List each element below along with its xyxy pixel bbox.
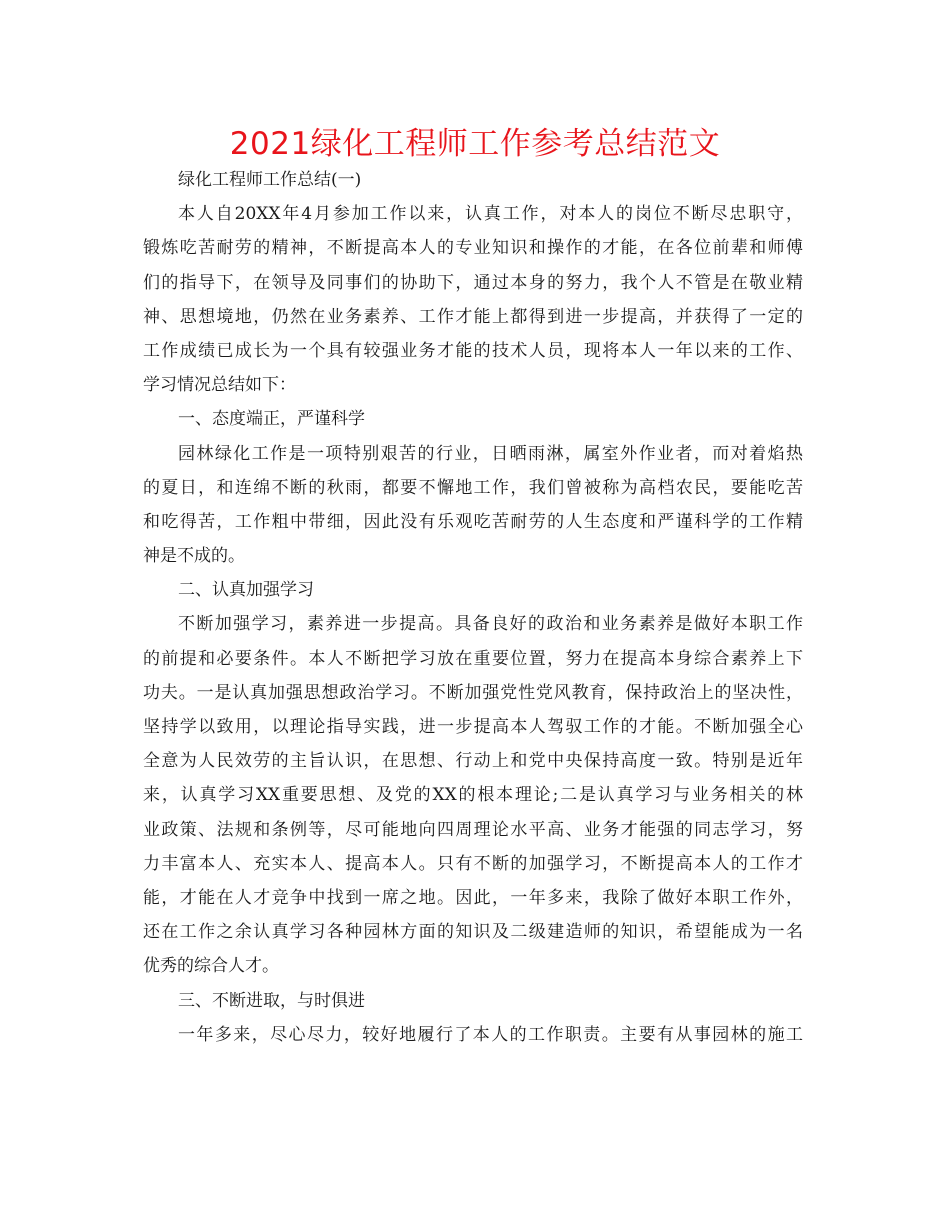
text-line: 功夫。一是认真加强思想政治学习。不断加强党性党风教育，保持政治上的坚决性， [143, 682, 803, 703]
text-line: 业政策、法规和条例等，尽可能地向四周理论水平高、业务才能强的同志学习，努 [143, 819, 803, 840]
text-line: 学习情况总结如下： [143, 375, 296, 396]
text-line: 一、态度端正，严谨科学 [178, 409, 365, 430]
text-line: 工作成绩已成长为一个具有较强业务才能的技术人员，现将本人一年以来的工作、 [143, 340, 803, 361]
text-line: 们的指导下，在领导及同事们的协助下，通过本身的努力，我个人不管是在敬业精 [143, 272, 803, 293]
text-line: 力丰富本人、充实本人、提高本人。只有不断的加强学习，不断提高本人的工作才 [143, 853, 803, 874]
text-line: 全意为人民效劳的主旨认识，在思想、行动上和党中央保持高度一致。特别是近年 [143, 751, 803, 772]
text-line: 的夏日，和连绵不断的秋雨，都要不懈地工作，我们曾被称为高档农民，要能吃苦 [143, 477, 803, 498]
text-line: 锻炼吃苦耐劳的精神，不断提高本人的专业知识和操作的才能，在各位前辈和师傅 [143, 238, 803, 259]
text-line: 园林绿化工作是一项特别艰苦的行业，日晒雨淋，属室外作业者，而对着焰热 [178, 443, 803, 464]
document-body [143, 163, 803, 1052]
text-line: 的前提和必要条件。本人不断把学习放在重要位置，努力在提高本身综合素养上下 [143, 648, 803, 669]
text-line: 一年多来，尽心尽力，较好地履行了本人的工作职责。主要有从事园林的施工 [178, 1024, 803, 1045]
text-line: 来，认真学习XX重要思想、及党的XX的根本理论;二是认真学习与业务相关的林 [143, 785, 803, 806]
text-line: 神是不成的。 [143, 546, 245, 567]
document-title: 2021绿化工程师工作参考总结范文 [229, 126, 721, 162]
text-line: 三、不断进取，与时俱进 [178, 990, 365, 1011]
text-line: 二、认真加强学习 [178, 580, 314, 601]
text-line: 坚持学以致用，以理论指导实践，进一步提高本人驾驭工作的才能。不断加强全心 [143, 717, 803, 737]
text-line: 能，才能在人才竞争中找到一席之地。因此，一年多来，我除了做好本职工作外， [143, 887, 803, 908]
text-line: 本人自20XX年4月参加工作以来，认真工作，对本人的岗位不断尽忠职守， [178, 204, 803, 225]
text-line: 和吃得苦，工作粗中带细，因此没有乐观吃苦耐劳的人生态度和严谨科学的工作精 [143, 511, 803, 532]
text-line: 不断加强学习，素养进一步提高。具备良好的政治和业务素养是做好本职工作 [178, 614, 803, 635]
text-line: 还在工作之余认真学习各种园林方面的知识及二级建造师的知识，希望能成为一名 [143, 922, 803, 943]
text-line: 绿化工程师工作总结(一) [178, 170, 362, 190]
text-line: 神、思想境地，仍然在业务素养、工作才能上都得到进一步提高，并获得了一定的 [143, 306, 803, 327]
text-line: 优秀的综合人才。 [143, 956, 279, 977]
